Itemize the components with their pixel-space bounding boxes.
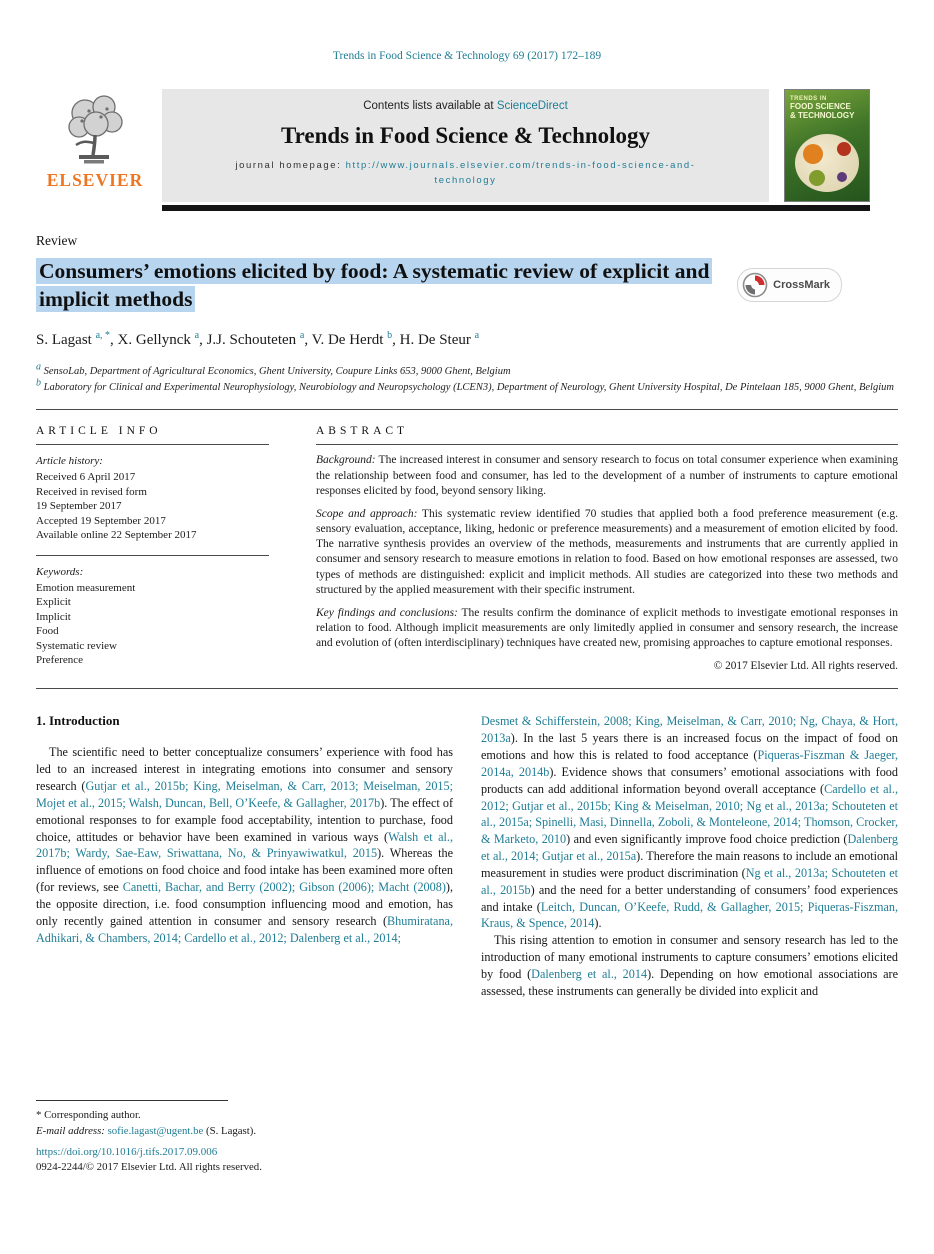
keywords-rule bbox=[36, 555, 269, 556]
text-run: This systematic review identified 70 studies that applied both a food preference measurement (e.g. sensory evaluation, acceptance, liking, hedonic or preference measurements) and a measurement of emotion elicited by food. The narrative synthesis provides an overview of the methods, measurements and instruments that are currently applied in consumer and sensory research to measure emotions in relation to food. Based on how emotional responses are assessed, two types of methods are distinguished: explicit and implicit methods. All studies are categorized into these two methods and structured by the applied measurement with their specific instrument. bbox=[316, 507, 898, 596]
inline-link[interactable]: Canetti, Bachar, and Berry (2002); Gibson (2006); Macht (2008) bbox=[122, 880, 446, 895]
article-body bbox=[36, 713, 898, 999]
email-line bbox=[36, 1124, 466, 1140]
inline-link[interactable]: Piqueras-Fiszman & Jaeger, 2014a, 2014b bbox=[481, 748, 898, 779]
contents-line bbox=[162, 89, 769, 112]
italic-run: Background: bbox=[316, 454, 376, 467]
history-line: Accepted 19 September 2017 bbox=[36, 514, 166, 527]
journal-header-box bbox=[162, 89, 769, 202]
text-run: This rising attention to emotion in consumer and sensory research has led to the introduction of many emotional instruments to capture consumers’ emotions elicited by food ( bbox=[481, 933, 898, 981]
inline-link[interactable]: Desmet & Schifferstein, 2008; King, Meiselman, & Carr, 2010; Ng, Chaya, & Hort, 2013a bbox=[481, 714, 898, 746]
text-run: , H. De Steur bbox=[392, 331, 475, 348]
text-run: S. Lagast bbox=[36, 331, 96, 348]
abstract-heading: ABSTRACT bbox=[316, 425, 409, 438]
text-run: , J.J. Schouteten bbox=[199, 331, 300, 348]
elsevier-logo bbox=[36, 89, 154, 211]
affiliations bbox=[36, 361, 898, 396]
body-column-left bbox=[36, 713, 453, 999]
inline-link[interactable]: Dalenberg et al., 2014; Gutjar et al., 2015a bbox=[481, 832, 898, 864]
text-run: ). Whereas the influence of emotions on food choice and food intake has been examined more often (for reviews, see bbox=[36, 846, 453, 895]
cover-fruit-collage bbox=[795, 134, 859, 192]
cover-title-line3: & TECHNOLOGY bbox=[790, 111, 855, 120]
cover-title-line1: TRENDS IN bbox=[790, 96, 827, 102]
body-paragraph bbox=[36, 744, 453, 946]
article-info-rule bbox=[36, 444, 269, 445]
cover-title-line2: FOOD SCIENCE bbox=[790, 102, 851, 111]
affiliation-b bbox=[36, 377, 898, 396]
history-line: Available online 22 September 2017 bbox=[36, 529, 197, 542]
body-paragraph bbox=[481, 713, 898, 932]
inline-link[interactable]: Leitch, Duncan, O’Keefe, Rudd, & Gallagher, 2015; Piqueras-Fiszman, Kraus, & Spence, 2014 bbox=[481, 899, 898, 931]
inline-link[interactable]: Cardello et al., 2012; Gutjar et al., 2015b; King & Meiselman, 2010; Ng et al., 2013a; Schouteten et al., 2015a; Spinelli, Masi, Dinnella, Zoboli, & Monteleone, 2014; Thomson, Crocker, & Marketo, 2010 bbox=[481, 781, 898, 847]
inline-link[interactable]: Ng et al., 2013a; Schouteten et al., 2015b bbox=[481, 865, 898, 897]
text-run: The results confirm the dominance of explicit methods to investigate emotional responses in relation to food. Although implicit measurements are only limitedly applied in consumer and sensory research, the increase and evolution of (often interdisciplinary) techniques have created new, promising approaches to capture emotional responses. bbox=[316, 606, 898, 650]
crossmark-label: CrossMark bbox=[773, 279, 830, 291]
inline-link[interactable]: sofie.lagast@ugent.be bbox=[107, 1124, 204, 1137]
text-run: ). Therefore the main reasons to include an emotional measurement in studies were product discrimination ( bbox=[481, 849, 898, 880]
text-run: ). bbox=[594, 916, 602, 931]
masthead bbox=[36, 89, 870, 211]
text-run: ) and even significantly improve food choice prediction ( bbox=[566, 832, 848, 847]
text-run: ) and the need for a better understanding of consumers’ food experiences and intake ( bbox=[481, 882, 899, 914]
front-matter-rule-bottom bbox=[36, 688, 898, 689]
affiliation-a bbox=[36, 361, 898, 380]
inline-link[interactable]: Gutjar et al., 2015b; King, Meiselman, & Carr, 2013; Meiselman, 2015; Mojet et al., 2015; Walsh, Duncan, Bell, O’Keefe, & Gallagher, 2017b bbox=[36, 779, 453, 810]
cover-fruit-red bbox=[837, 142, 851, 156]
keyword: Food bbox=[36, 625, 59, 638]
journal-citation: Trends in Food Science & Technology 69 (2017) 172–189 bbox=[332, 50, 602, 62]
article-type-label: Review bbox=[36, 233, 78, 248]
italic-run: Key findings and conclusions: bbox=[316, 606, 458, 619]
inline-link[interactable]: Walsh et al., 2017b; Wardy, Sae-Eaw, Sriwattana, No, & Prinyawiwatkul, 2015 bbox=[36, 829, 453, 861]
abstract-column bbox=[316, 425, 898, 672]
text-run: ). The effect of emotional responses to for example food acceptability, intention to purchase, food choice, attitudes or behavior have been examined in various ways ( bbox=[36, 795, 453, 844]
italic-run: E-mail address: bbox=[36, 1124, 108, 1137]
corresponding-author-note: * Corresponding author. bbox=[36, 1109, 141, 1121]
inline-link[interactable]: Bhumiratana, Adhikari, & Chambers, 2014; Cardello et al., 2012; Dalenberg et al., 2014; bbox=[36, 913, 453, 945]
text-run: SensoLab, Department of Agricultural Economics, Ghent University, Coupure Links 653, 9000 Ghent, Belgium bbox=[41, 365, 511, 377]
text-run: ). In the last 5 years there is an increased focus on the impact of food on emotions and how this is related to food acceptance ( bbox=[481, 731, 898, 763]
author-line bbox=[36, 329, 898, 349]
journal-cover-title bbox=[785, 90, 869, 120]
cover-fruit-green bbox=[809, 170, 825, 186]
article-info-column bbox=[36, 425, 269, 672]
keyword: Implicit bbox=[36, 610, 71, 623]
superscript-marker: a, * bbox=[95, 329, 111, 341]
abstract-paragraph-scope bbox=[316, 507, 898, 598]
text-run: The scientific need to better conceptualize consumers’ experience with food has led to an increased interest in integrating emotions into consumer and sensory research ( bbox=[36, 745, 453, 794]
text-run: ). Evidence shows that consumers’ emotional associations with food products can add additional information beyond overall acceptance ( bbox=[481, 764, 898, 796]
body-column-right bbox=[481, 713, 898, 999]
homepage-prefix: journal homepage: bbox=[235, 160, 346, 171]
footnote-block bbox=[36, 1100, 466, 1139]
crossmark-badge[interactable] bbox=[737, 268, 842, 302]
info-abstract-section bbox=[36, 425, 898, 672]
doi-block bbox=[36, 1146, 262, 1173]
inline-link[interactable]: Dalenberg et al., 2014 bbox=[531, 966, 648, 981]
history-line: Received in revised form bbox=[36, 485, 147, 498]
text-run: (S. Lagast). bbox=[203, 1124, 257, 1137]
elsevier-tree-icon bbox=[49, 91, 141, 169]
text-run: Laboratory for Clinical and Experimental Neurophysiology, Neurobiology and Neuropsychology (LCEN3), Department of Neurology, Ghent University Hospital, De Pintelaan 185, 9000 Ghent, Belgium bbox=[41, 381, 894, 393]
article-info-heading: ARTICLE INFO bbox=[36, 425, 162, 438]
superscript-marker: a bbox=[194, 329, 200, 341]
body-paragraph bbox=[481, 932, 898, 999]
abstract-paragraph-background bbox=[316, 453, 898, 499]
footnote-rule bbox=[36, 1100, 228, 1101]
masthead-right bbox=[162, 89, 870, 211]
superscript-marker: a bbox=[36, 361, 41, 373]
doi-link[interactable]: https://doi.org/10.1016/j.tifs.2017.09.006 bbox=[36, 1146, 218, 1158]
article-title bbox=[36, 258, 760, 314]
text-run: ), the opposite direction, i.e. food consumption influencing mood and emotion, has only recently gained attention in consumer and sensory research ( bbox=[36, 880, 454, 928]
journal-title: Trends in Food Science & Technology bbox=[280, 123, 651, 148]
keywords-label: Keywords: bbox=[36, 565, 84, 578]
cover-fruit-orange bbox=[803, 144, 823, 164]
superscript-marker: a bbox=[299, 329, 305, 341]
elsevier-wordmark: ELSEVIER bbox=[46, 170, 144, 190]
article-title-text: Consumers’ emotions elicited by food: A systematic review of explicit and implicit methods bbox=[36, 258, 712, 312]
superscript-marker: a bbox=[474, 329, 480, 341]
keyword: Systematic review bbox=[36, 639, 117, 652]
contents-prefix: Contents lists available at bbox=[363, 100, 497, 112]
journal-cover-thumbnail bbox=[784, 89, 870, 202]
superscript-marker: b bbox=[387, 329, 393, 341]
sciencedirect-link[interactable]: ScienceDirect bbox=[496, 100, 568, 112]
cover-fruit-purple bbox=[837, 172, 847, 182]
text-run: , V. De Herdt bbox=[304, 331, 388, 348]
section-heading-introduction: 1. Introduction bbox=[36, 713, 120, 729]
keyword: Preference bbox=[36, 654, 84, 667]
keyword: Explicit bbox=[36, 596, 71, 609]
front-matter-rule-top bbox=[36, 409, 898, 410]
masthead-divider-bar bbox=[162, 205, 870, 211]
journal-homepage-line bbox=[162, 159, 769, 188]
abstract-rule bbox=[316, 444, 898, 445]
superscript-marker: b bbox=[36, 377, 41, 389]
text-run: , X. Gellynck bbox=[110, 331, 195, 348]
history-line: 19 September 2017 bbox=[36, 500, 122, 513]
crossmark-icon bbox=[742, 272, 768, 298]
abstract-paragraph-findings bbox=[316, 606, 898, 652]
text-run: ). Depending on how emotional associations are assessed, these instruments can generally be divided into explicit and bbox=[481, 966, 898, 998]
keyword: Emotion measurement bbox=[36, 581, 136, 594]
issn-rights-line: 0924-2244/© 2017 Elsevier Ltd. All rights reserved. bbox=[36, 1161, 262, 1173]
abstract-copyright: © 2017 Elsevier Ltd. All rights reserved. bbox=[713, 660, 898, 673]
history-line: Received 6 April 2017 bbox=[36, 471, 136, 484]
italic-run: Scope and approach: bbox=[316, 507, 418, 520]
journal-homepage-link[interactable]: http://www.journals.elsevier.com/trends-in-food-science-and-technology bbox=[345, 160, 696, 186]
text-run: The increased interest in consumer and sensory research to focus on total consumer experience when examining the relationship between food and consumer, has led to the development of a number of instruments to capture emotional responses elicited by food, beyond sensory liking. bbox=[316, 454, 898, 497]
article-history-label: Article history: bbox=[36, 455, 103, 468]
